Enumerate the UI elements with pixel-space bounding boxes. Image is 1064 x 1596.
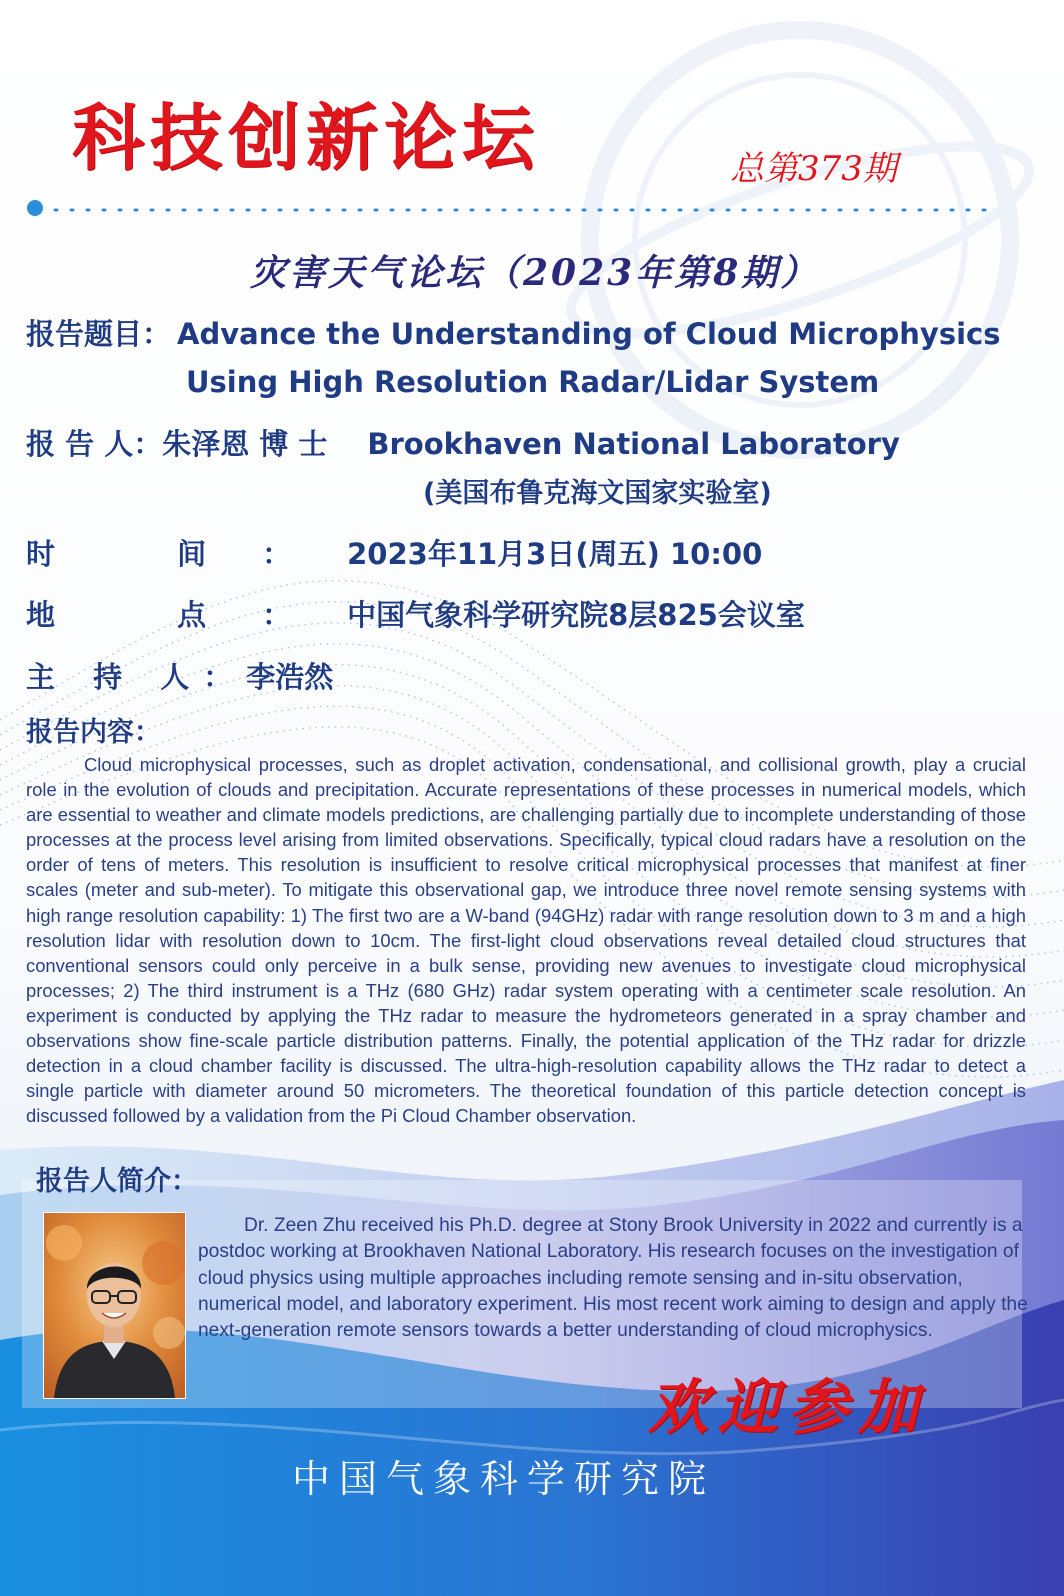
time-label: 时 间： xyxy=(26,537,348,571)
welcome-text: 欢迎参加 xyxy=(648,1373,928,1443)
bio-text: Dr. Zeen Zhu received his Ph.D. degree at Stony Brook University in 2022 and currently is a postdoc working at Brookhaven National Laboratory. His research focuses on the investigation of cloud physics using multiple approaches including remote sensing and in-situ observation, numerical model, and laboratory experiment. His most recent work aiming to design and apply the next-generation remote sensors towards a better understanding of cloud microphysics. xyxy=(198,1215,1028,1342)
host-row xyxy=(26,660,334,694)
issue-total: 总第373期 xyxy=(730,149,897,189)
institute-name: 中国气象科学研究院 xyxy=(292,1457,716,1501)
place-label: 地 点： xyxy=(26,598,348,632)
bio-heading: 报告人简介： xyxy=(36,1166,198,1197)
speaker-row xyxy=(26,427,900,461)
talk-title-line2: Using High Resolution Radar/Lidar System xyxy=(186,365,880,399)
title-label: 报告题目： xyxy=(26,317,172,351)
place-row xyxy=(26,598,805,632)
abstract-heading: 报告内容： xyxy=(26,717,161,748)
speaker-institution-zh: (美国布鲁克海文国家实验室) xyxy=(423,478,772,509)
host-value: 李浩然 xyxy=(246,660,334,694)
host-label: 主 持 人： xyxy=(26,660,247,694)
abstract-text: Cloud microphysical processes, such as droplet activation, condensational, and collisional growth, play a crucial role in the evolution of clouds and precipitation. Accurate representations of these processes in numerical models, which are essential to weather and climate models predictions, are challenging partially due to incomplete understanding of those processes at the process level arising from limited observations. Specifically, typical cloud radars have a resolution on the order of tens of meters. This resolution is insufficient to resolve critical microphysical processes that manifest at finer scales (meter and sub-meter). To mitigate this observational gap, we introduce three novel remote sensing systems with high range resolution capability: 1) The first two are a W-band (94GHz) radar with range resolution down to 3 m and a high resolution lidar with resolution down to 10cm. The first-light cloud observations reveal detailed cloud structures that conventional sensors could only perceive in a bulk sense, providing new avenues to investigate cloud microphysical processes; 2) The third instrument is a THz (680 GHz) radar system operating with a centimeter scale resolution. An experiment is conducted by applying the THz radar to measure the hydrometeors generated in a spray chamber and observations show fine-scale particle distribution patterns. Finally, the potential application of the THz radar for drizzle detection in a cloud chamber facility is discussed. The ultra-high-resolution capability allows the THz radar to detect a single particle with diameter around 50 micrometers. The theoretical foundation of this particle detection concept is discussed followed by a validation from the Pi Cloud Chamber observation. xyxy=(26,754,1026,1127)
speaker-name: 朱泽恩 博 士 xyxy=(162,427,328,461)
time-value: 2023年11月3日(周五) 10:00 xyxy=(347,537,763,571)
speaker-label: 报 告 人： xyxy=(26,427,163,461)
title-row xyxy=(26,317,1001,351)
sub-forum-title: 灾害天气论坛（2023年第8期） xyxy=(250,252,820,294)
speaker-photo xyxy=(43,1212,186,1399)
forum-title: 科技创新论坛 xyxy=(72,95,541,180)
speaker-institution: Brookhaven National Laboratory xyxy=(367,427,900,461)
talk-title-line1: Advance the Understanding of Cloud Microphysics xyxy=(177,317,1001,351)
place-value: 中国气象科学研究院8层825会议室 xyxy=(347,598,805,632)
time-row xyxy=(26,537,763,571)
